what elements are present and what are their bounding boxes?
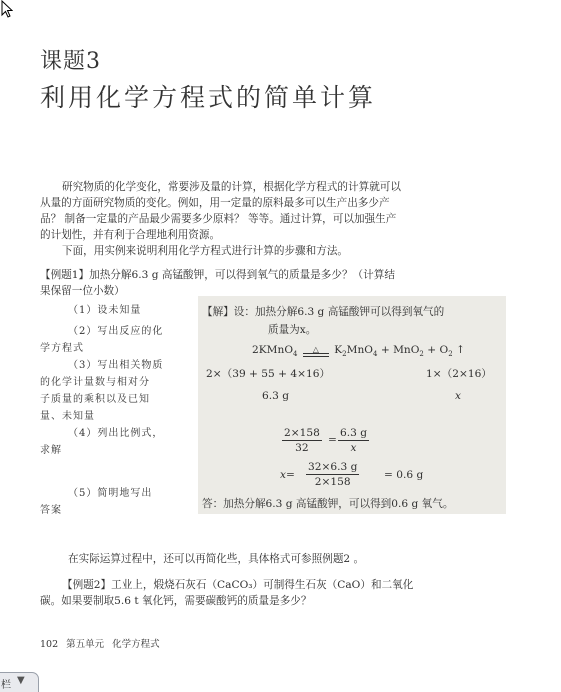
fraction-denominator: 32 bbox=[295, 442, 309, 454]
step-2: （2）写出反应的化 bbox=[68, 326, 164, 337]
solve-x-fraction bbox=[306, 461, 359, 489]
page-number: 102 bbox=[40, 639, 59, 650]
lesson-title: 利用化学方程式的简单计算 bbox=[40, 83, 377, 112]
product-mno2: + MnO bbox=[377, 344, 420, 356]
solution-steps bbox=[40, 302, 190, 519]
solve-x-result: = 0.6 g bbox=[384, 469, 424, 481]
gas-arrow-icon: ↑ bbox=[452, 344, 465, 356]
example1-line: 【例题1】加热分解6.3 g 高锰酸钾，可以得到氧气的质量是多少？（计算结 bbox=[40, 269, 395, 281]
subscript: 2 bbox=[419, 350, 424, 359]
chapter-label: 化学方程式 bbox=[112, 639, 160, 650]
outro-line: 在实际运算过程中，还可以再简化些，具体格式可参照例题2 。 bbox=[68, 553, 365, 565]
outro-paragraph bbox=[40, 551, 520, 567]
unknown-mass: x bbox=[455, 390, 461, 402]
fraction-numerator: 2×158 bbox=[284, 427, 320, 439]
reactant: 2KMnO bbox=[252, 344, 294, 356]
sidebar-tab-label: 栏 bbox=[1, 680, 11, 691]
proportion-right bbox=[338, 427, 369, 455]
example1-line: 果保留一位小数） bbox=[40, 285, 125, 297]
intro-line: 的计划性，并有利于合理地利用资源。 bbox=[40, 229, 221, 241]
unit-label: 第五单元 bbox=[66, 639, 105, 650]
example2-line: 【例题2】工业上，煅烧石灰石（CaCO₃）可制得生石灰（CaO）和二氧化 bbox=[62, 579, 414, 591]
step-3-cont: 的化学计量数与相对分 bbox=[40, 377, 150, 388]
product-o2: + O bbox=[423, 344, 449, 356]
fraction-denominator: 2×158 bbox=[314, 476, 351, 488]
step-2-cont: 学方程式 bbox=[40, 343, 84, 354]
step-5-cont: 答案 bbox=[40, 505, 62, 516]
step-4-cont: 求解 bbox=[40, 445, 62, 456]
step-1: （1）设未知量 bbox=[68, 305, 142, 316]
page-footer bbox=[40, 636, 168, 650]
fraction-denominator: x bbox=[350, 442, 357, 454]
subscript: 4 bbox=[293, 350, 298, 359]
solution-box bbox=[198, 296, 506, 514]
proportion-equals: = bbox=[328, 434, 337, 446]
chemical-equation bbox=[252, 344, 465, 358]
product-k: K bbox=[334, 344, 343, 356]
intro-line: 品？ 制备一定量的产品最少需要多少原料？ 等等。通过计算，可以加强生产 bbox=[40, 213, 397, 225]
solve-x-label: x= bbox=[280, 469, 295, 481]
proportion-left bbox=[282, 427, 322, 455]
mouse-pointer-icon bbox=[1, 0, 13, 19]
molar-mass-right: 1×（2×16） bbox=[426, 368, 492, 380]
intro-line: 下面，用实例来说明利用化学方程式进行计算的步骤和方法。 bbox=[62, 245, 349, 257]
example2-line: 碳。如果要制取5.6 t 氧化钙，需要碳酸钙的质量是多少？ bbox=[40, 595, 312, 607]
step-5: （5）简明地写出 bbox=[68, 488, 153, 499]
sidebar-toggle-tab[interactable] bbox=[0, 672, 39, 692]
fraction-numerator: 6.3 g bbox=[340, 427, 367, 439]
molar-mass-left: 2×（39 + 55 + 4×16） bbox=[206, 368, 331, 380]
step-3: （3）写出相关物质 bbox=[68, 360, 164, 371]
intro-paragraph bbox=[40, 179, 520, 259]
example1-question bbox=[40, 267, 520, 299]
heat-triangle-icon: △ bbox=[312, 345, 319, 354]
step-3-cont: 量、未知量 bbox=[40, 411, 95, 422]
lesson-number: 课题3 bbox=[40, 49, 101, 74]
solution-line-1: 【解】设：加热分解6.3 g 高锰酸钾可以得到氧气的 bbox=[202, 306, 445, 318]
step-3-cont: 子质量的乘积以及已知 bbox=[40, 394, 150, 405]
product-mno4: MnO bbox=[346, 344, 373, 356]
example2-question bbox=[40, 577, 520, 609]
subscript: 2 bbox=[448, 350, 453, 359]
intro-line: 研究物质的化学变化，常要涉及量的计算，根据化学方程式的计算就可以 bbox=[62, 181, 401, 193]
known-mass: 6.3 g bbox=[262, 390, 289, 402]
heat-equals-sign bbox=[301, 346, 331, 357]
subscript: 2 bbox=[342, 350, 347, 359]
solution-line-2: 质量为x。 bbox=[268, 324, 317, 336]
triangle-down-icon: ▼ bbox=[17, 675, 25, 686]
subscript: 4 bbox=[372, 350, 378, 359]
intro-line: 从量的方面研究物质的变化。例如，用一定量的原料最多可以生产出多少产 bbox=[40, 197, 390, 209]
step-4: （4）列出比例式， bbox=[68, 428, 164, 439]
answer-line: 答：加热分解6.3 g 高锰酸钾，可以得到0.6 g 氧气。 bbox=[202, 498, 454, 510]
fraction-numerator: 32×6.3 g bbox=[308, 461, 358, 473]
